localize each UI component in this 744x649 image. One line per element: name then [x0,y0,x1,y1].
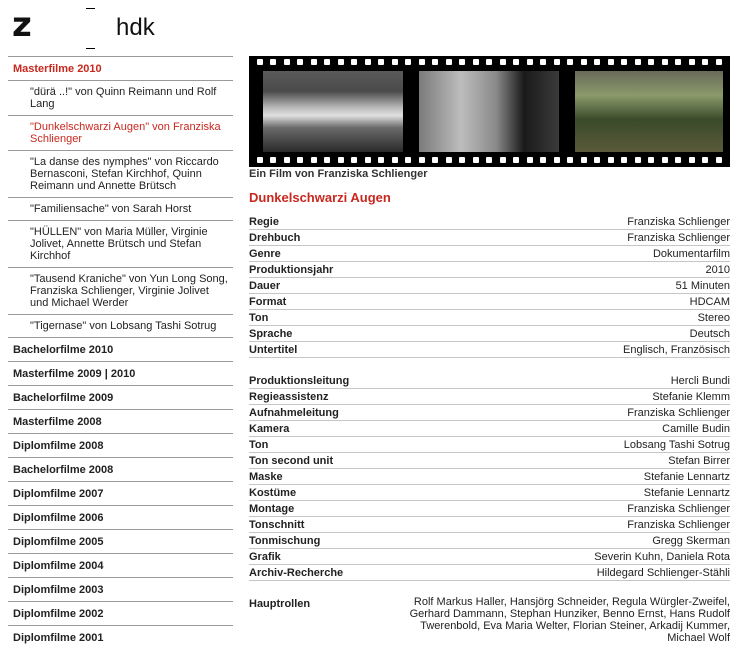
crew-row [249,533,730,549]
crew-value: Franziska Schlienger [627,503,730,515]
detail-label: Drehbuch [249,232,301,244]
film-strip-image [249,56,730,167]
crew-value: Gregg Skerman [652,535,730,547]
crew-value: Stefanie Klemm [652,391,730,403]
crew-label: Maske [249,471,283,483]
logo-tick-top [86,8,95,9]
crew-row [249,549,730,565]
film-perforations-top [249,59,730,67]
crew-label: Regieassistenz [249,391,329,403]
crew-label: Aufnahmeleitung [249,407,339,419]
detail-row [249,246,730,262]
nav-category-masterfilme-2010[interactable]: Masterfilme 2010 [13,63,102,75]
detail-row [249,310,730,326]
crew-label: Ton second unit [249,455,334,467]
logo-mark: z [12,5,32,45]
crew-value: Stefanie Lennartz [643,471,730,483]
crew-row [249,517,730,533]
film-still-musicians [575,71,723,152]
crew-row [249,485,730,501]
crew-label: Tonschnitt [249,519,305,531]
crew-row [249,373,730,389]
nav-category[interactable]: Diplomfilme 2001 [13,632,104,644]
detail-label: Produktionsjahr [249,264,334,276]
crew-row [249,469,730,485]
crew-label: Produktionsleitung [249,375,350,387]
detail-label: Dauer [249,280,281,292]
nav-sub-item-active[interactable]: "Dunkelschwarzi Augen" von Franziska Schlienger [30,121,221,145]
cast-value: Rolf Markus Haller, Hansjörg Schneider, Regula Würgler-Zweifel, Gerhard Dammann, Stephan Hunziker, Benno Ernst, Hans Rudolf Twerenbold, Eva Maria Welter, Florian Steiner, Arkadij Kummer, Michael Wolf [409,596,730,644]
logo-tick-bottom [86,48,95,49]
crew-label: Archiv-Recherche [249,567,344,579]
nav-category[interactable]: Diplomfilme 2006 [13,512,104,524]
nav-category[interactable]: Diplomfilme 2003 [13,584,104,596]
detail-label: Sprache [249,328,293,340]
detail-label: Untertitel [249,344,298,356]
detail-value: 51 Minuten [675,280,730,292]
film-still-portrait [419,71,559,152]
nav-sub-item[interactable]: "Tigernase" von Lobsang Tashi Sotrug [30,320,217,332]
crew-label: Tonmischung [249,535,321,547]
nav-category[interactable]: Diplomfilme 2007 [13,488,104,500]
nav-sub-item[interactable]: "dürä ..!" von Quinn Reimann und Rolf Lang [30,86,217,110]
crew-value: Hildegard Schlienger-Stähli [596,567,730,579]
detail-value: Franziska Schlienger [627,216,730,228]
detail-row [249,262,730,278]
section-spacer [249,358,730,373]
crew-row [249,565,730,581]
film-caption: Ein Film von Franziska Schlienger [249,168,428,180]
logo-text: hdk [116,14,155,41]
crew-row [249,453,730,469]
nav-sub-item[interactable]: "La danse des nymphes" von Riccardo Bernasconi, Stefan Kirchhof, Quinn Reimann und Annette Brütsch [30,156,219,192]
detail-value: HDCAM [689,296,730,308]
detail-label: Ton [249,312,269,324]
crew-value: Camille Budin [662,423,730,435]
nav-category-active-row [8,56,233,80]
nav-category[interactable]: Diplomfilme 2004 [13,560,104,572]
nav-category[interactable]: Bachelorfilme 2009 [13,392,114,404]
detail-label: Genre [249,248,281,260]
detail-row [249,342,730,358]
crew-label: Kostüme [249,487,297,499]
sidebar-nav [8,56,233,649]
crew-row [249,389,730,405]
detail-value: 2010 [705,264,730,276]
detail-value: Englisch, Französisch [623,344,730,356]
crew-row [249,501,730,517]
crew-row [249,405,730,421]
nav-category[interactable]: Diplomfilme 2008 [13,440,104,452]
nav-sub-item[interactable]: "Familiensache" von Sarah Horst [30,203,192,215]
detail-label: Format [249,296,287,308]
cast-label: Hauptrollen [249,598,311,610]
crew-value: Stefan Birrer [668,455,730,467]
crew-label: Montage [249,503,295,515]
detail-value: Stereo [697,312,730,324]
crew-value: Franziska Schlienger [627,519,730,531]
nav-category[interactable]: Masterfilme 2008 [13,416,102,428]
detail-value: Deutsch [689,328,730,340]
crew-label: Ton [249,439,269,451]
film-details-table [249,214,730,358]
detail-row [249,294,730,310]
detail-label: Regie [249,216,279,228]
detail-value: Franziska Schlienger [627,232,730,244]
crew-value: Stefanie Lennartz [643,487,730,499]
nav-category[interactable]: Masterfilme 2009 | 2010 [13,368,136,380]
film-detail [249,56,730,644]
crew-label: Kamera [249,423,290,435]
crew-value: Franziska Schlienger [627,407,730,419]
film-title: Dunkelschwarzi Augen [249,190,391,205]
film-perforations-bottom [249,157,730,165]
nav-sub-item[interactable]: "Tausend Kraniche" von Yun Long Song, Franziska Schlienger, Virginie Jolivet und Michael Werder [30,273,228,309]
detail-row [249,230,730,246]
nav-category[interactable]: Diplomfilme 2002 [13,608,104,620]
detail-row [249,278,730,294]
film-cast [249,596,730,644]
crew-row [249,437,730,453]
film-still-river [263,71,403,152]
crew-value: Severin Kuhn, Daniela Rota [594,551,730,563]
detail-row [249,214,730,230]
nav-category[interactable]: Diplomfilme 2005 [13,536,104,548]
detail-row [249,326,730,342]
crew-row [249,421,730,437]
nav-category[interactable]: Bachelorfilme 2008 [13,464,114,476]
hdk-logo[interactable] [12,5,212,48]
crew-value: Lobsang Tashi Sotrug [623,439,730,451]
nav-sub-item[interactable]: "HÜLLEN" von Maria Müller, Virginie Jolivet, Annette Brütsch und Stefan Kirchhof [30,226,208,262]
crew-value: Hercli Bundi [670,375,730,387]
film-crew-table [249,373,730,581]
detail-value: Dokumentarfilm [652,248,730,260]
nav-category[interactable]: Bachelorfilme 2010 [13,344,114,356]
crew-label: Grafik [249,551,281,563]
